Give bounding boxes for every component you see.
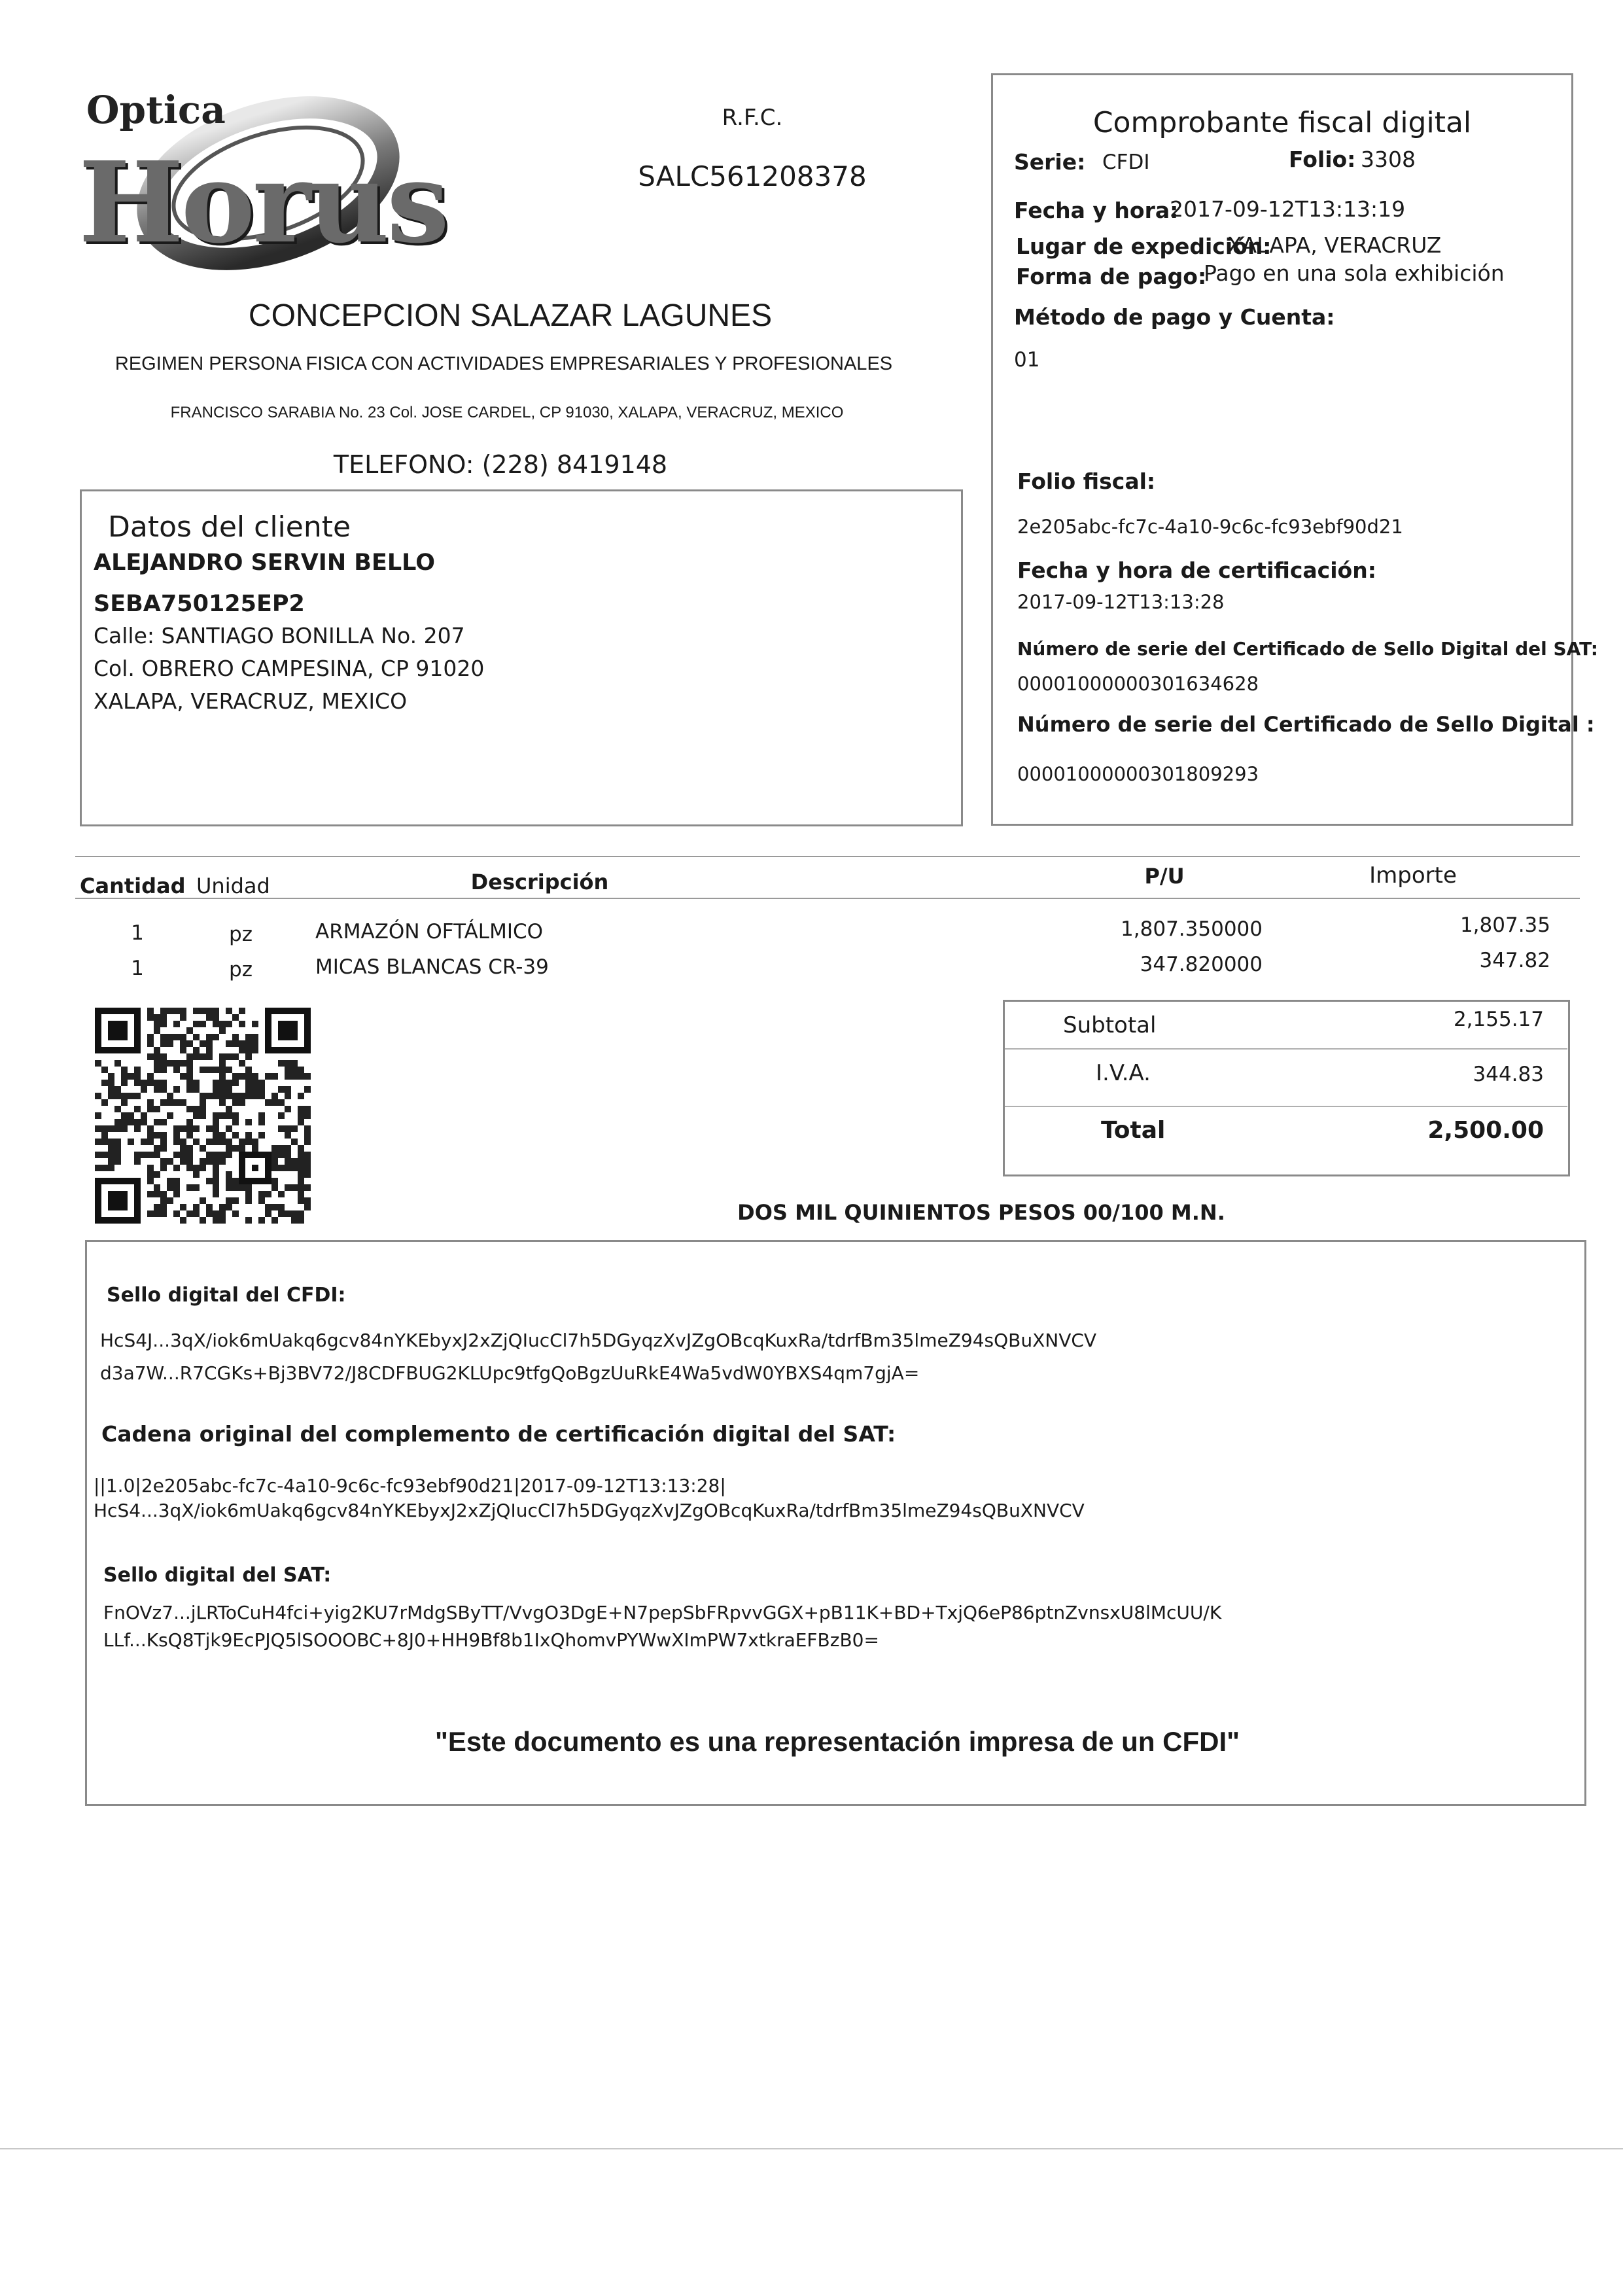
row-pu: 347.820000 — [1140, 953, 1263, 976]
total-label: Total — [1101, 1117, 1166, 1144]
subtotal-label: Subtotal — [1063, 1012, 1157, 1038]
company-logo — [72, 85, 447, 294]
row-unidad: pz — [229, 958, 253, 981]
table-row — [0, 913, 1623, 950]
totals-rule-1 — [1005, 1048, 1567, 1050]
client-heading: Datos del cliente — [108, 510, 351, 544]
serie-sat-value: 00001000000301634628 — [1017, 673, 1259, 695]
folio-fiscal-label: Folio fiscal: — [1017, 468, 1156, 494]
fecha-cert-label: Fecha y hora de certificación: — [1017, 557, 1376, 583]
subtotal-value: 2,155.17 — [1453, 1008, 1544, 1031]
serie-sat-label: Número de serie del Certificado de Sello Digital del SAT: — [1017, 638, 1598, 660]
fiscal-heading: Comprobante fiscal digital — [1092, 106, 1472, 139]
row-descripcion: MICAS BLANCAS CR-39 — [315, 955, 549, 979]
logo-big-text: Horus — [79, 137, 447, 268]
issuer-name: CONCEPCION SALAZAR LAGUNES — [248, 298, 773, 333]
issuer-phone: TELEFONO: (228) 8419148 — [333, 450, 668, 479]
metodo-value: 01 — [1014, 348, 1040, 372]
col-cantidad-header: Cantidad — [80, 874, 186, 898]
totals-rule-2 — [1005, 1106, 1567, 1107]
forma-label: Forma de pago: — [1016, 264, 1207, 289]
sello-sat-line1: FnOVz7...jLRToCuH4fci+yig2KU7rMdgSByTT/VvgO3DgE+N7pepSbFRpvvGGX+pB11K+BD+TxjQ6eP86ptnZvnsxU8lMcUU/K — [103, 1602, 1222, 1623]
folio-label: Folio: — [1289, 147, 1356, 172]
row-pu: 1,807.350000 — [1121, 917, 1263, 941]
cadena-line1: ||1.0|2e205abc-fc7c-4a10-9c6c-fc93ebf90d21|2017-09-12T13:13:28| — [94, 1475, 726, 1496]
sello-cfdi-line2: d3a7W...R7CGKs+Bj3BV72/J8CDFBUG2KLUpc9tfgQoBgzUuRkE4Wa5vdW0YBXS4qm7gjA= — [100, 1362, 920, 1384]
client-street: Calle: SANTIAGO BONILLA No. 207 — [94, 623, 465, 648]
serie-csd-label: Número de serie del Certificado de Sello Digital : — [1017, 712, 1595, 737]
table-row — [0, 949, 1623, 985]
metodo-label: Método de pago y Cuenta: — [1014, 304, 1335, 330]
lugar-label: Lugar de expedición: — [1016, 234, 1272, 259]
serie-label: Serie: — [1014, 149, 1086, 175]
cadena-label: Cadena original del complemento de certificación digital del SAT: — [101, 1421, 896, 1447]
folio-fiscal-value: 2e205abc-fc7c-4a10-9c6c-fc93ebf90d21 — [1017, 516, 1403, 538]
lugar-value: XALAPA, VERACRUZ — [1227, 232, 1442, 258]
qr-code — [95, 1008, 311, 1224]
issuer-regime: REGIMEN PERSONA FISICA CON ACTIVIDADES EMPRESARIALES Y PROFESIONALES — [114, 353, 893, 374]
seals-box — [85, 1240, 1586, 1806]
table-header-rule — [75, 898, 1580, 899]
col-importe-header: Importe — [1369, 862, 1457, 889]
fecha-label: Fecha y hora: — [1014, 198, 1179, 223]
amount-in-words: DOS MIL QUINIENTOS PESOS 00/100 M.N. — [737, 1200, 1225, 1225]
sello-sat-label: Sello digital del SAT: — [103, 1564, 332, 1587]
col-pu-header: P/U — [1144, 864, 1185, 889]
fecha-cert-value: 2017-09-12T13:13:28 — [1017, 591, 1225, 613]
iva-label: I.V.A. — [1096, 1060, 1151, 1086]
iva-value: 344.83 — [1473, 1063, 1544, 1086]
issuer-rfc-label: R.F.C. — [722, 105, 783, 131]
logo-small-text: Optica — [86, 88, 226, 132]
row-cantidad: 1 — [131, 921, 144, 945]
qr-code-graphic — [95, 1008, 311, 1224]
serie-value: CFDI — [1102, 150, 1150, 174]
issuer-address: FRANCISCO SARABIA No. 23 Col. JOSE CARDEL, CP 91030, XALAPA, VERACRUZ, MEXICO — [170, 404, 844, 421]
forma-value: Pago en una sola exhibición — [1204, 260, 1505, 286]
row-importe: 1,807.35 — [1459, 913, 1550, 937]
scan-bottom-edge — [0, 2148, 1623, 2149]
cfdi-representation-note: "Este documento es una representación impresa de un CFDI" — [434, 1726, 1240, 1757]
serie-csd-value: 00001000000301809293 — [1017, 763, 1259, 785]
col-unidad-header: Unidad — [196, 874, 270, 898]
row-unidad: pz — [229, 923, 253, 946]
sello-sat-line2: LLf...KsQ8Tjk9EcPJQ5lSOOOBC+8J0+HH9Bf8b1IxQhomvPYWwXImPW7xtkraEFBzB0= — [103, 1629, 879, 1651]
client-colonia: Col. OBRERO CAMPESINA, CP 91020 — [94, 656, 485, 681]
total-value: 2,500.00 — [1427, 1117, 1544, 1144]
folio-value: 3308 — [1361, 147, 1416, 172]
issuer-rfc: SALC561208378 — [638, 160, 867, 192]
client-city: XALAPA, VERACRUZ, MEXICO — [94, 688, 408, 714]
row-importe: 347.82 — [1479, 949, 1550, 972]
client-rfc: SEBA750125EP2 — [94, 591, 305, 617]
table-top-rule — [75, 856, 1580, 857]
row-descripcion: ARMAZÓN OFTÁLMICO — [315, 920, 544, 944]
sello-cfdi-line1: HcS4J...3qX/iok6mUakq6gcv84nYKEbyxJ2xZjQIucCl7h5DGyqzXvJZgOBcqKuxRa/tdrfBm35lmeZ94sQBuXNVCV — [100, 1330, 1097, 1351]
client-name: ALEJANDRO SERVIN BELLO — [94, 550, 435, 576]
col-descripcion-header: Descripción — [470, 870, 609, 894]
cadena-line2: HcS4...3qX/iok6mUakq6gcv84nYKEbyxJ2xZjQIucCl7h5DGyqzXvJZgOBcqKuxRa/tdrfBm35lmeZ94sQBuXNVCV — [94, 1500, 1085, 1521]
row-cantidad: 1 — [131, 957, 144, 980]
sello-cfdi-label: Sello digital del CFDI: — [107, 1284, 346, 1307]
fecha-value: 2017-09-12T13:13:19 — [1170, 196, 1406, 222]
